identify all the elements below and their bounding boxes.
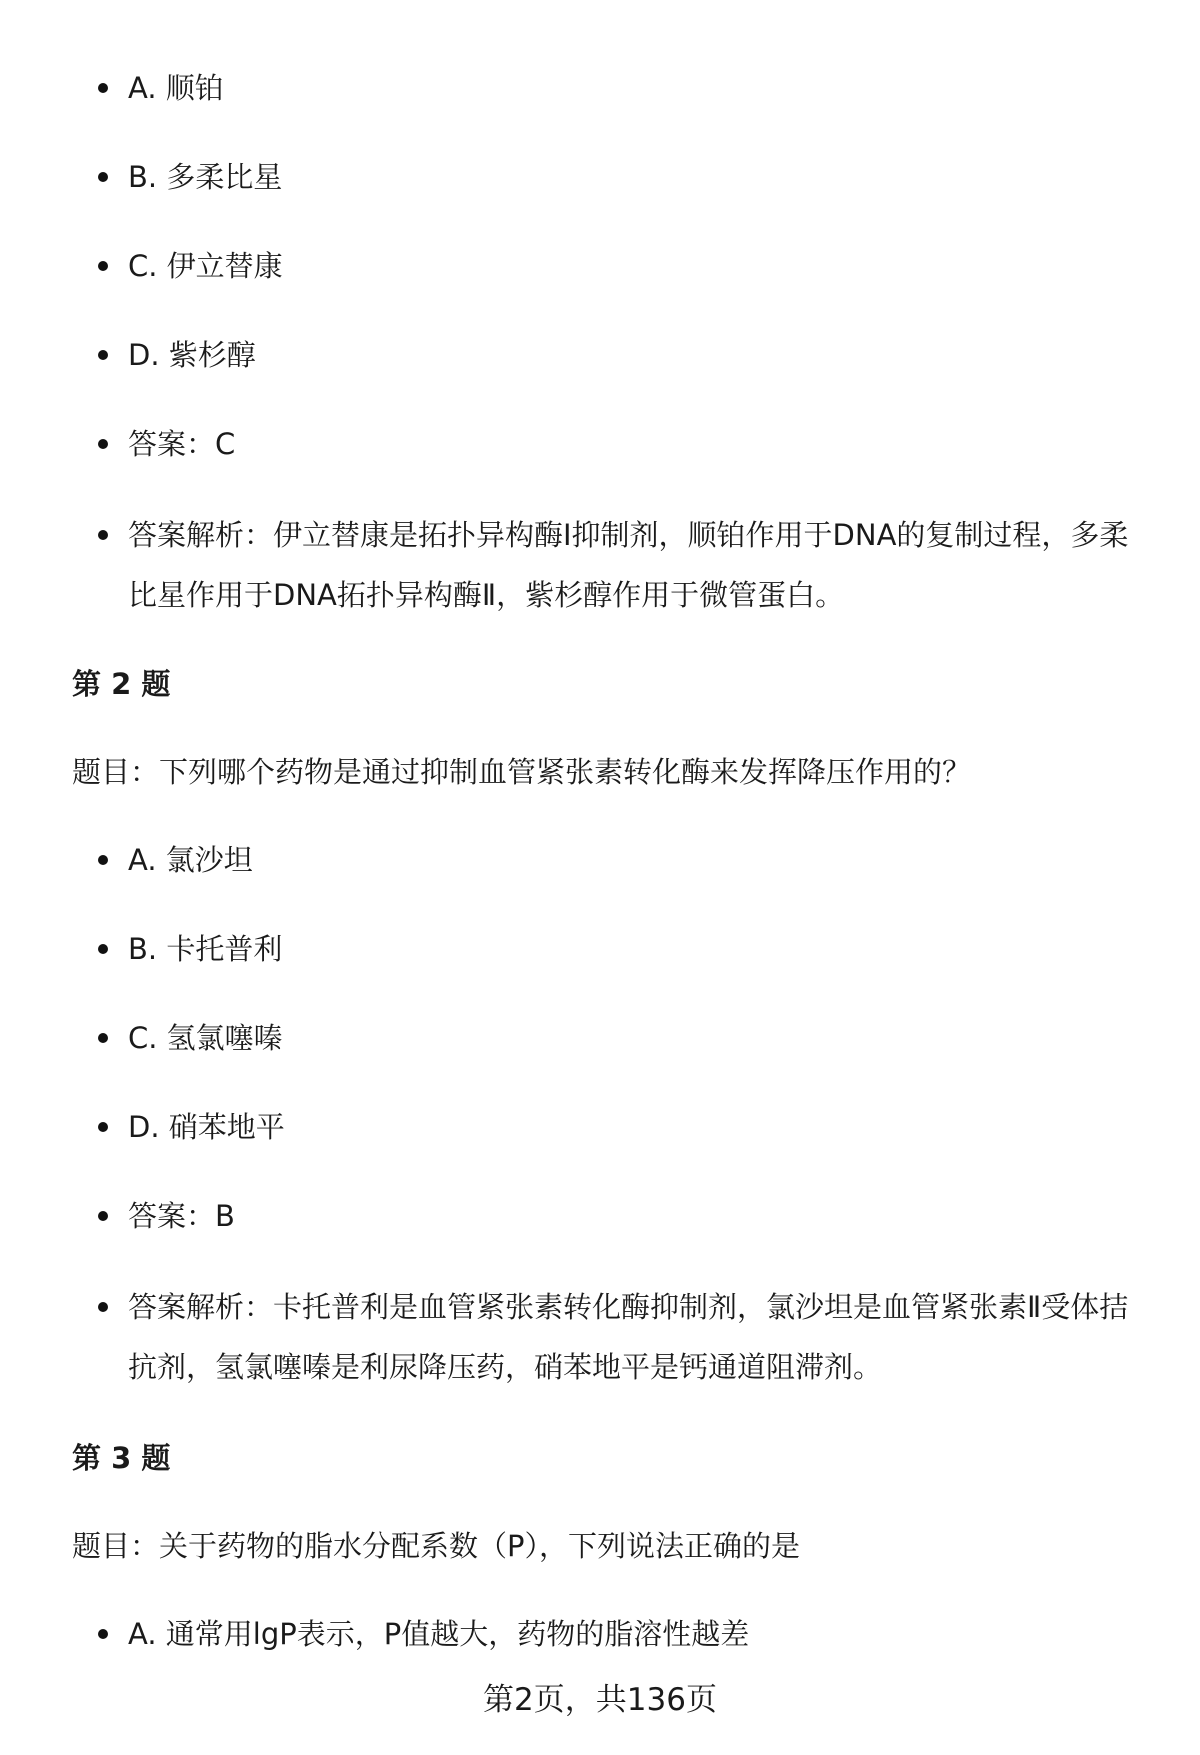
option-a: A. 氯沙坦 — [128, 830, 1138, 890]
option-d: D. 紫杉醇 — [128, 325, 1138, 385]
answer: 答案：C — [128, 414, 1138, 474]
question-3-heading: 第 3 题 — [72, 1441, 171, 1475]
answer-explanation: 答案解析：伊立替康是拓扑异构酶Ⅰ抑制剂，顺铂作用于DNA的复制过程，多柔比星作用于DNA拓扑异构酶Ⅱ，紫杉醇作用于微管蛋白。 — [128, 505, 1138, 625]
question-2-text: 题目：下列哪个药物是通过抑制血管紧张素转化酶来发挥降压作用的？ — [72, 755, 972, 789]
option-c: C. 伊立替康 — [128, 236, 1138, 296]
option-a: A. 顺铂 — [128, 58, 1138, 118]
option-d: D. 硝苯地平 — [128, 1097, 1138, 1157]
page-indicator: 第2页，共136页 — [483, 1682, 717, 1718]
question-3-text: 题目：关于药物的脂水分配系数（P），下列说法正确的是 — [72, 1529, 800, 1563]
option-a: A. 通常用lgP表示，P值越大，药物的脂溶性越差 — [128, 1604, 1138, 1664]
option-b: B. 多柔比星 — [128, 147, 1138, 207]
answer: 答案：B — [128, 1186, 1138, 1246]
question-2-heading: 第 2 题 — [72, 667, 171, 701]
option-c: C. 氢氯噻嗪 — [128, 1008, 1138, 1068]
option-b: B. 卡托普利 — [128, 919, 1138, 979]
answer-explanation: 答案解析：卡托普利是血管紧张素转化酶抑制剂，氯沙坦是血管紧张素Ⅱ受体拮抗剂，氢氯噻嗪是利尿降压药，硝苯地平是钙通道阻滞剂。 — [128, 1277, 1138, 1397]
